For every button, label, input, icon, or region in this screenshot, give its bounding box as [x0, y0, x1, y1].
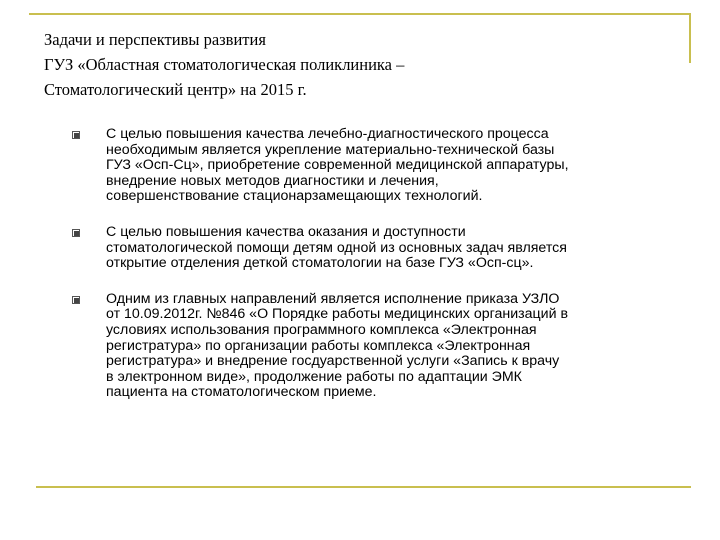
bullet-line: необходимым является укрепление материально-технической базы: [106, 141, 555, 158]
bullet-line: С целью повышения качества оказания и доступности: [106, 223, 466, 240]
bullet-line: открытие отделения деткой стоматологии на базе ГУЗ «Осп-сц».: [106, 255, 534, 272]
bullet-line: совершенствование стационарзамещающих технологий.: [106, 188, 483, 205]
slide-title: [44, 27, 684, 102]
bullet-line: в электронном виде», продолжение работы по адаптации ЭМК: [106, 368, 522, 385]
bullet-item: [72, 127, 682, 205]
bullet-line: ГУЗ «Осп-Сц», приобретение современной медицинской аппаратуры,: [106, 157, 569, 174]
title-line: ГУЗ «Областная стоматологическая поликлиника –: [44, 55, 405, 74]
bullet-list: [72, 127, 682, 401]
title-line: Стоматологический центр» на 2015 г.: [44, 80, 307, 99]
bullet-line: С целью повышения качества лечебно-диагностического процесса: [106, 126, 549, 142]
square-bullet-icon: [72, 131, 80, 139]
bullet-line: Одним из главных направлений является исполнение приказа УЗЛО: [106, 290, 560, 307]
bullet-line: регистратура» и внедрение госдуарственной услуги «Запись к врачу: [106, 353, 560, 370]
bullet-line: внедрение новых методов диагностики и лечения,: [106, 172, 439, 189]
bullet-line: стоматологической помощи детям одной из основных задач является: [106, 239, 567, 256]
bullet-line: условиях использования программного комплекса «Электронная: [106, 321, 537, 338]
bullet-line: регистратура» по организации работы комплекса «Электронная: [106, 337, 531, 354]
bullet-line: пациента на стоматологическом приеме.: [106, 384, 377, 401]
square-bullet-icon: [72, 229, 80, 237]
bullet-item: [72, 225, 682, 272]
title-line: Задачи и перспективы развития: [44, 30, 266, 49]
square-bullet-icon: [72, 296, 80, 304]
bullet-line: от 10.09.2012г. №846 «О Порядке работы медицинских организаций в: [106, 306, 568, 323]
bullet-item: [72, 292, 682, 401]
bottom-divider: [36, 486, 691, 488]
